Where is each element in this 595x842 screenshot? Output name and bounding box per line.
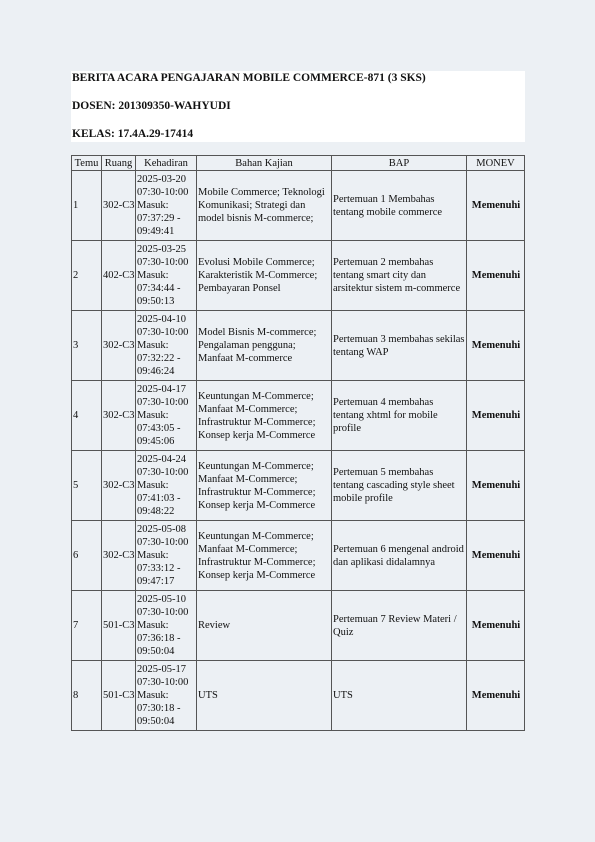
room-cell: 501-C3 [102, 661, 136, 731]
room-cell: 501-C3 [102, 591, 136, 661]
monev-status: Memenuhi [467, 591, 525, 661]
study-material-cell: Mobile Commerce; Teknologi Komunikasi; Strategi dan model bisnis M-commerce; [197, 171, 332, 241]
attendance-checkin: Masuk: 07:36:18 - 09:50:04 [137, 620, 181, 657]
study-material-cell: Review [197, 591, 332, 661]
study-material-cell: Keuntungan M-Commerce; Manfaat M-Commerce; Infrastruktur M-Commerce; Konsep kerja M-Commerce [197, 521, 332, 591]
attendance-date: 2025-05-10 [137, 594, 186, 605]
attendance-time: 07:30-10:00 [137, 257, 189, 268]
table-row [72, 311, 525, 381]
room-cell: 302-C3 [102, 311, 136, 381]
attendance-date: 2025-04-10 [137, 314, 186, 325]
meeting-number: 2 [72, 241, 102, 311]
attendance-date: 2025-05-08 [137, 524, 186, 535]
study-material-cell: Keuntungan M-Commerce; Manfaat M-Commerce; Infrastruktur M-Commerce; Konsep kerja M-Commerce [197, 451, 332, 521]
attendance-checkin: Masuk: 07:34:44 - 09:50:13 [137, 270, 181, 307]
attendance-checkin: Masuk: 07:43:05 - 09:45:06 [137, 410, 181, 447]
column-header: MONEV [467, 156, 525, 171]
attendance-checkin: Masuk: 07:32:22 - 09:46:24 [137, 340, 181, 377]
attendance-checkin: Masuk: 07:30:18 - 09:50:04 [137, 690, 181, 727]
attendance-time: 07:30-10:00 [137, 187, 189, 198]
document-title: BERITA ACARA PENGAJARAN MOBILE COMMERCE-871 (3 SKS) [72, 72, 426, 84]
table-row [72, 381, 525, 451]
study-material-cell: Evolusi Mobile Commerce; Karakteristik M-Commerce; Pembayaran Ponsel [197, 241, 332, 311]
room-cell: 402-C3 [102, 241, 136, 311]
attendance-checkin: Masuk: 07:33:12 - 09:47:17 [137, 550, 181, 587]
attendance-time: 07:30-10:00 [137, 397, 189, 408]
attendance-cell [136, 451, 197, 521]
room-cell: 302-C3 [102, 521, 136, 591]
class-label: KELAS: 17.4A.29-17414 [72, 128, 194, 140]
monev-status: Memenuhi [467, 241, 525, 311]
column-header: Kehadiran [136, 156, 197, 171]
attendance-cell [136, 661, 197, 731]
meeting-number: 7 [72, 591, 102, 661]
attendance-time: 07:30-10:00 [137, 607, 189, 618]
attendance-cell [136, 311, 197, 381]
table-row [72, 241, 525, 311]
monev-status: Memenuhi [467, 311, 525, 381]
document-header [71, 71, 525, 142]
column-header: Ruang [102, 156, 136, 171]
table-row [72, 661, 525, 731]
column-header: Bahan Kajian [197, 156, 332, 171]
room-cell: 302-C3 [102, 451, 136, 521]
column-header: Temu [72, 156, 102, 171]
attendance-date: 2025-05-17 [137, 664, 186, 675]
table-row [72, 521, 525, 591]
bap-cell: Pertemuan 2 membahas tentang smart city dan arsitektur sistem m-commerce [332, 241, 467, 311]
bap-cell: Pertemuan 3 membahas sekilas tentang WAP [332, 311, 467, 381]
bap-cell: Pertemuan 4 membahas tentang xhtml for mobile profile [332, 381, 467, 451]
room-cell: 302-C3 [102, 381, 136, 451]
attendance-cell [136, 591, 197, 661]
attendance-time: 07:30-10:00 [137, 327, 189, 338]
attendance-cell [136, 241, 197, 311]
bap-cell: Pertemuan 5 membahas tentang cascading style sheet mobile profile [332, 451, 467, 521]
meeting-number: 3 [72, 311, 102, 381]
attendance-time: 07:30-10:00 [137, 537, 189, 548]
monev-status: Memenuhi [467, 171, 525, 241]
attendance-table [71, 155, 525, 731]
attendance-date: 2025-04-24 [137, 454, 186, 465]
meeting-number: 1 [72, 171, 102, 241]
study-material-cell: Keuntungan M-Commerce; Manfaat M-Commerce; Infrastruktur M-Commerce; Konsep kerja M-Commerce [197, 381, 332, 451]
study-material-cell: Model Bisnis M-commerce; Pengalaman pengguna; Manfaat M-commerce [197, 311, 332, 381]
bap-cell: Pertemuan 1 Membahas tentang mobile commerce [332, 171, 467, 241]
table-row [72, 171, 525, 241]
room-cell: 302-C3 [102, 171, 136, 241]
attendance-cell [136, 171, 197, 241]
attendance-date: 2025-03-20 [137, 174, 186, 185]
monev-status: Memenuhi [467, 661, 525, 731]
attendance-checkin: Masuk: 07:37:29 - 09:49:41 [137, 200, 181, 237]
column-header: BAP [332, 156, 467, 171]
monev-status: Memenuhi [467, 451, 525, 521]
meeting-number: 6 [72, 521, 102, 591]
attendance-cell [136, 521, 197, 591]
study-material-cell: UTS [197, 661, 332, 731]
attendance-cell [136, 381, 197, 451]
table-header-row [72, 156, 525, 171]
table-body [72, 171, 525, 731]
table-row [72, 451, 525, 521]
bap-cell: Pertemuan 7 Review Materi / Quiz [332, 591, 467, 661]
attendance-date: 2025-03-25 [137, 244, 186, 255]
meeting-number: 4 [72, 381, 102, 451]
attendance-time: 07:30-10:00 [137, 677, 189, 688]
attendance-date: 2025-04-17 [137, 384, 186, 395]
meeting-number: 8 [72, 661, 102, 731]
attendance-time: 07:30-10:00 [137, 467, 189, 478]
monev-status: Memenuhi [467, 521, 525, 591]
meeting-number: 5 [72, 451, 102, 521]
bap-cell: Pertemuan 6 mengenal android dan aplikasi didalamnya [332, 521, 467, 591]
lecturer-label: DOSEN: 201309350-WAHYUDI [72, 100, 231, 112]
bap-cell: UTS [332, 661, 467, 731]
monev-status: Memenuhi [467, 381, 525, 451]
table-row [72, 591, 525, 661]
attendance-checkin: Masuk: 07:41:03 - 09:48:22 [137, 480, 181, 517]
